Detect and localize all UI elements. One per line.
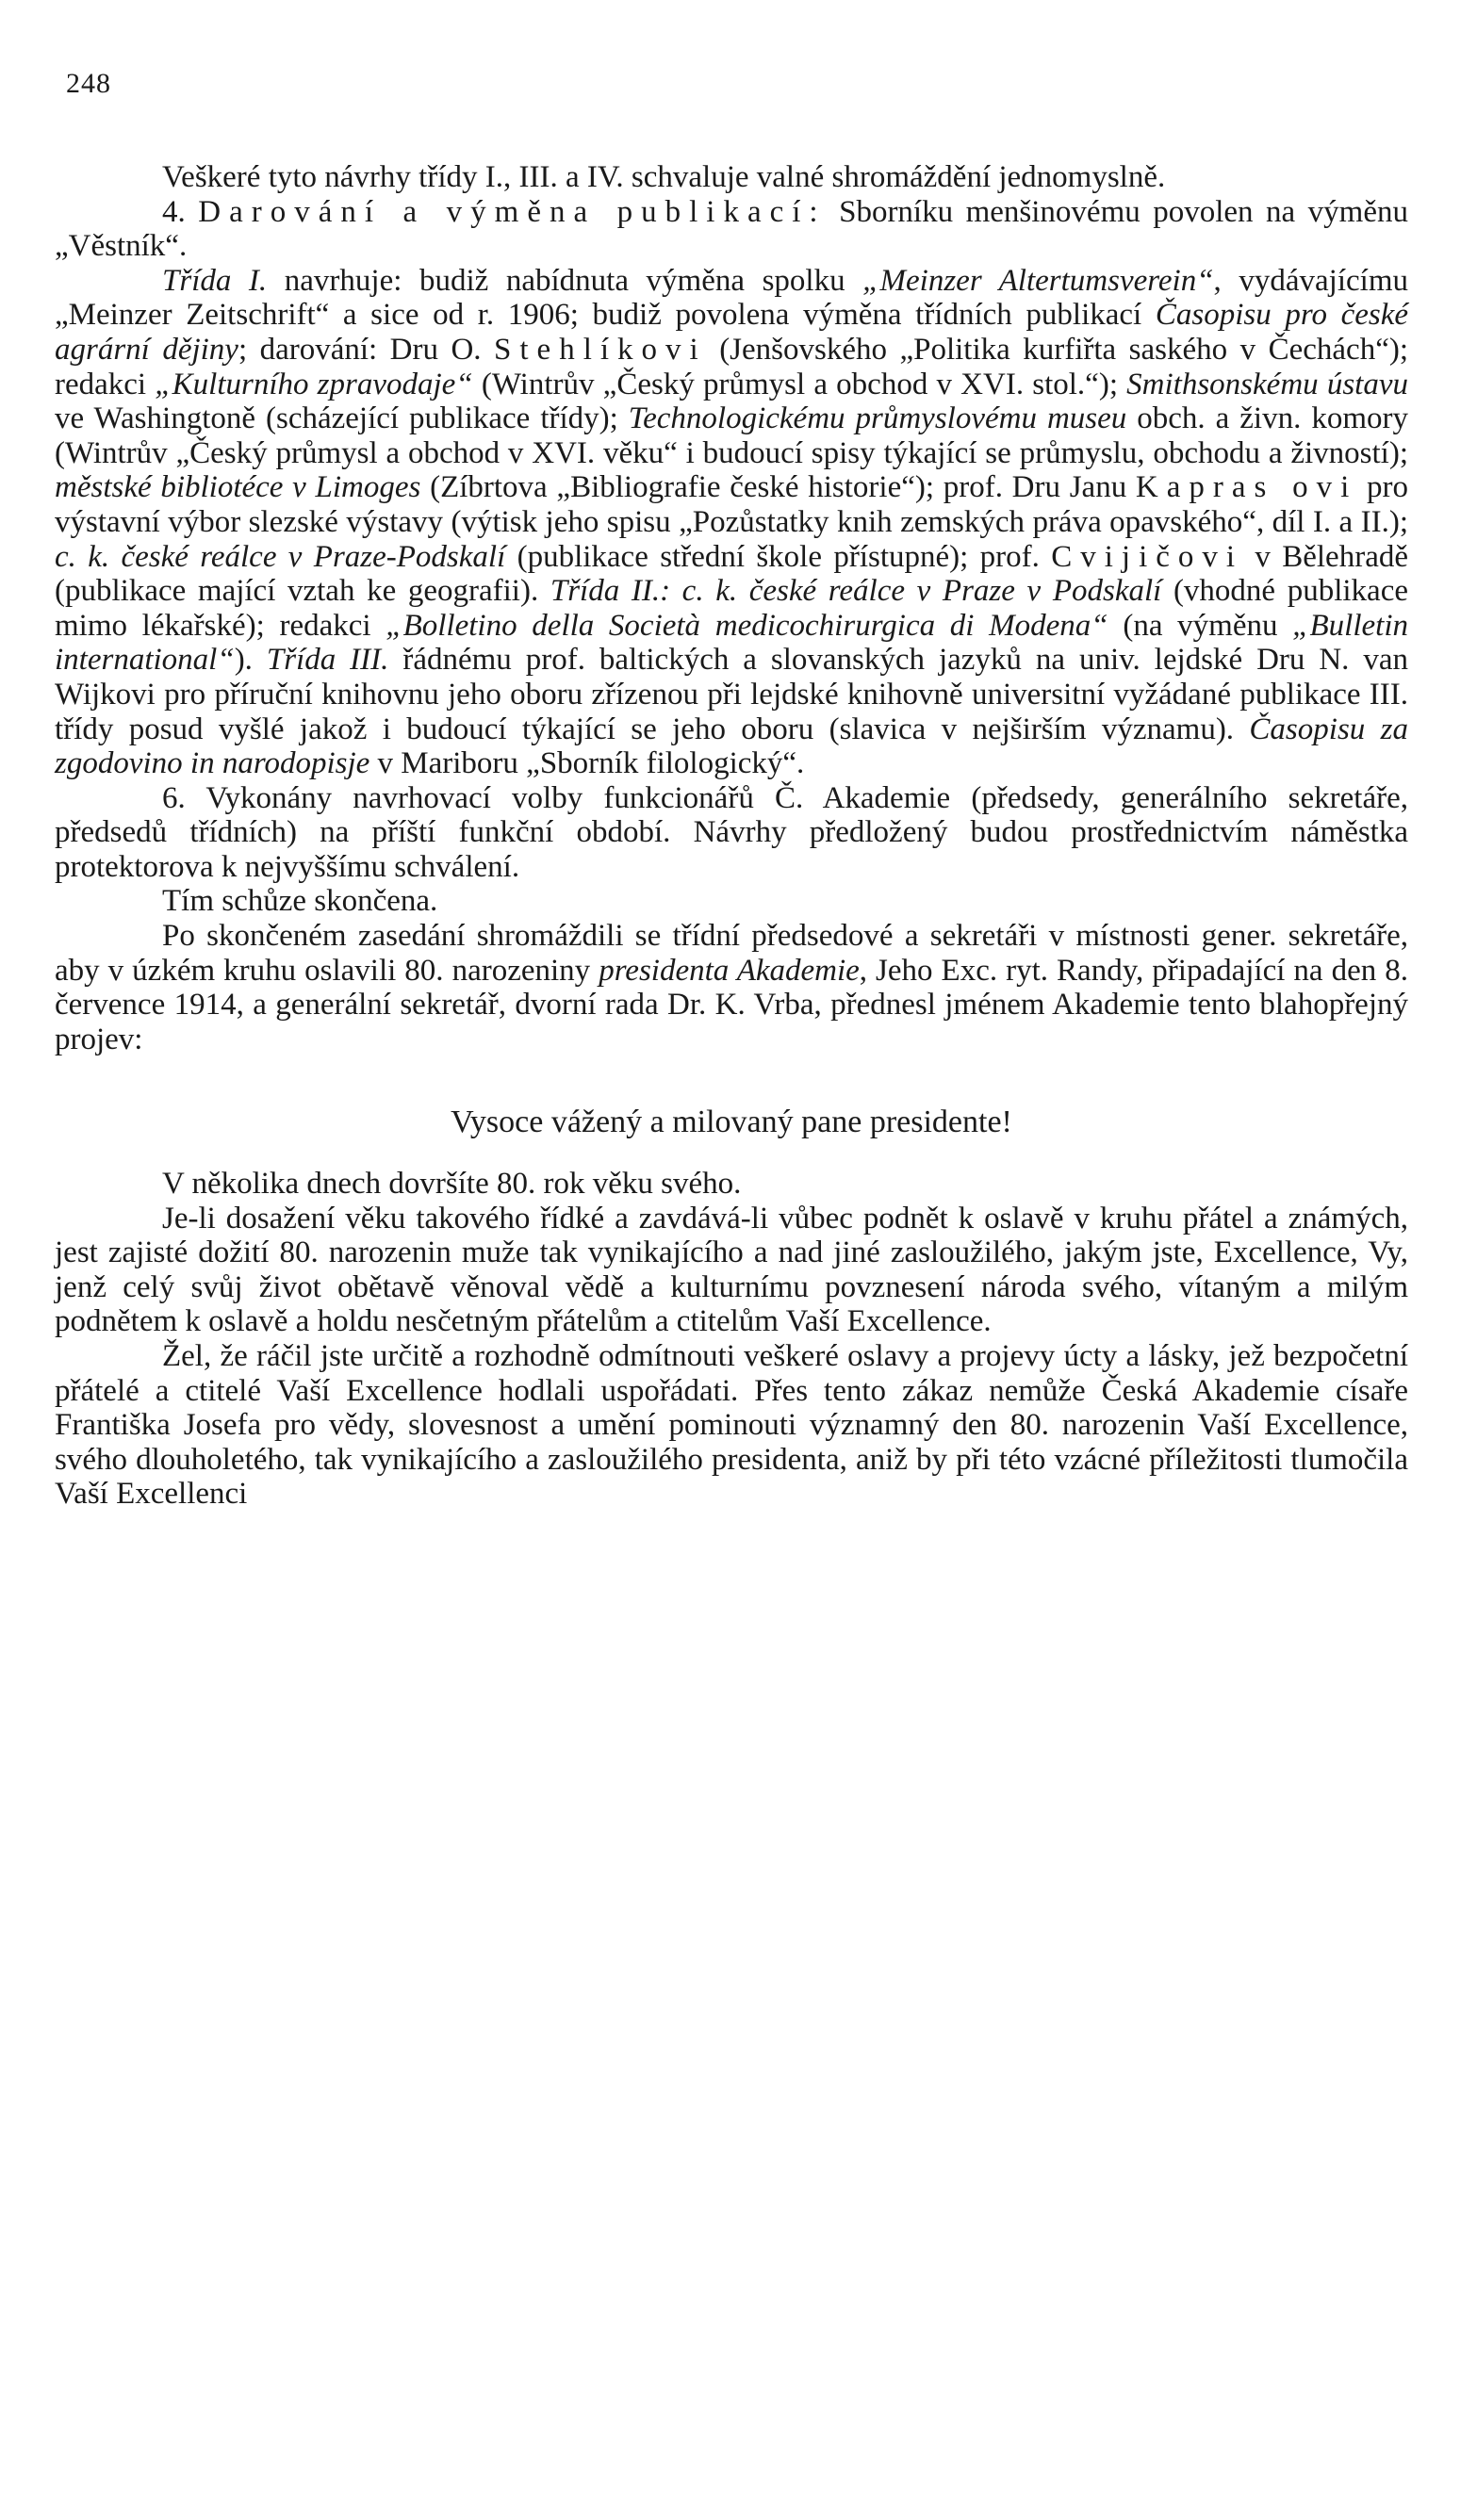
paragraph-class-donations — [55, 264, 1408, 781]
paragraph-meeting-end-text: Tím schůze skončena. — [162, 884, 438, 919]
text-run: v Bělehradě (publikace mající vztah ke geografii). — [55, 539, 1408, 609]
spaced-name: Stehlíkovi — [494, 332, 707, 367]
text-run: obch. a živn. komory (Wintrův „Český průmysl a obchod v XVI. věku“ i budoucí spisy týkající se průmyslu, obchodu a živností); — [55, 401, 1408, 470]
text-run: Po skončeném zasedání shromáždili se třídní předsedové a sekretáři v místnosti gener. sekretáře, aby v úzkém kruhu oslavili 80. narozeniny — [55, 919, 1408, 988]
spaced-name: Kapras ovi — [1135, 470, 1358, 505]
text-run: (vhodné publikace mimo lékařské); redakci — [55, 574, 1408, 643]
paragraph-speech-1 — [55, 1167, 1408, 1202]
italic-title: Časopisu za zgodovino in narodopisje — [55, 712, 1408, 781]
italic-title: „Meinzer Altertumsverein“ — [862, 263, 1214, 298]
paragraph-speech-2 — [55, 1202, 1408, 1339]
text-run: (Wintrův „Český průmysl a obchod v XVI. stol.“); — [472, 367, 1127, 401]
text-run: (Zíbrtova „Bibliografie české historie“); prof. Dru Janu — [420, 470, 1136, 505]
text-run: , vydávajícímu „Meinzer Zeitschrift“ a sice od r. 1906; budiž povolena výměna třídních publikací — [55, 263, 1408, 333]
text-run: pro výstavní výbor slezské výstavy (výtisk jeho spisu „Pozůstatky knih zemských práva opavského“, díl I. a II.); — [55, 470, 1408, 539]
italic-title: „Kulturního zpravodaje“ — [155, 367, 473, 401]
italic-title: c. k. české reálce v Praze-Podskalí — [55, 539, 506, 574]
paragraph-speech-3 — [55, 1339, 1408, 1512]
paragraph-approval — [55, 160, 1408, 195]
italic-title: Smithsonskému ústavu — [1126, 367, 1408, 401]
paragraph-speech-2-text: Je-li dosažení věku takového řídké a zavdává-li vůbec podnět k oslavě v kruhu přátel a známých, jest zajisté dožití 80. narozenin muže tak vynikajícího a nad jiné zasloužilého, jakým jste, Excellence, Vy, jenž celý svůj život obětavě věnoval vědě a kulturnímu povznesení národa svého, vítaným a milým podnětem k oslavě a holdu nesčetným přátelům a ctitelům Vaší Excellence. — [55, 1201, 1408, 1339]
page-number: 248 — [66, 68, 111, 99]
text-run: řádnému prof. baltických a slovanských jazyků na univ. lejdské Dru N. van Wijkovi pro příruční knihovnu jeho oboru zřízenou při lejdské knihovně universitní vyžádané publikace III. třídy posud vyšlé jakož i budoucí týkající se jeho oboru (slavica v nejširším významu). — [55, 643, 1408, 746]
text-run: (na výměnu — [1108, 608, 1293, 643]
paragraph-speech-3-text: Žel, že ráčil jste určitě a rozhodně odmítnouti veškeré oslavy a projevy úcty a lásky, jež bezpočetní přátelé a ctitelé Vaší Excellence hodlali uspořádati. Přes tento zákaz nemůže Česká Akademie císaře Františka Josefa pro vědy, slovesnost a umění pominouti významný den 80. narozenin Vaší Excellence, svého dlouholetého, tak vynikajícího a zasloužilého presidenta, aniž by při této vzácné příležitosti tlumočila Vaší Excellenci — [55, 1339, 1408, 1512]
paragraph-approval-text: Veškeré tyto návrhy třídy I., III. a IV. schvaluje valné shromáždění jednomyslně. — [162, 160, 1166, 194]
spaced-name: Cvijičovi — [1051, 539, 1244, 574]
paragraph-exchange-text: Sborníku menšinovému povolen na výměnu „Věstník“. — [55, 194, 1408, 264]
text-run: navrhuje: budiž nabídnuta výměna spolku — [267, 263, 863, 298]
italic-title: Technologickému průmyslovému museu — [628, 401, 1127, 436]
page-body — [55, 160, 1408, 1512]
salutation: Vysoce vážený a milovaný pane presidente! — [451, 1105, 1012, 1140]
italic-title: Časopisu pro české agrární dějiny — [55, 298, 1408, 367]
italic-title: městské bibliotéce v Limoges — [55, 470, 421, 505]
italic-title: „Bolletino della Società medicochirurgica di Modena“ — [386, 608, 1108, 643]
text-run: , Jeho Exc. ryt. Randy, připadající na den 8. července 1914, a generální sekretář, dvorní rada Dr. K. Vrba, přednesl jménem Akademie tento blahopřejný projev: — [55, 953, 1408, 1056]
paragraph-elections-text: 6. Vykonány navrhovací volby funkcionářů Č. Akademie (předsedy, generálního sekretáře, předsedů třídních) na příští funkční období. Návrhy předložený budou prostřednictvím náměstka protektorova k nejvyššímu schválení. — [55, 780, 1408, 884]
text-run: ; darování: Dru O. — [238, 332, 495, 367]
text-run: (Jenšovského „Politika kurfiřta saského v Čechách“); redakci — [55, 332, 1408, 401]
italic-title: Třída II.: c. k. české reálce v Praze v Podskalí — [550, 574, 1162, 609]
paragraph-elections — [55, 781, 1408, 885]
text-run: v Mariboru „Sborník filologický“. — [369, 746, 805, 781]
text-run: ve Washingtoně (scházející publikace třídy); — [55, 401, 629, 436]
class-label: Třída III. — [266, 643, 389, 678]
section-heading-exchange: Darování a výměna publikací: — [198, 194, 827, 229]
text-run: ). — [234, 643, 267, 678]
italic-title: presidenta Akademie — [599, 953, 860, 988]
italic-title: „Bulletin international“ — [55, 608, 1408, 678]
paragraph-speech-1-text: V několika dnech dovršíte 80. rok věku svého. — [162, 1167, 742, 1202]
text-run: (publikace střední škole přístupné); prof. — [505, 539, 1052, 574]
paragraph-celebration — [55, 919, 1408, 1056]
paragraph-exchange: 4. Darování a výměna publikací: Sborníku menšinovému povolen na výměnu „Věstník“. — [55, 194, 1408, 264]
paragraph-meeting-end — [55, 884, 1408, 919]
class-label: Třída I. — [162, 263, 268, 298]
